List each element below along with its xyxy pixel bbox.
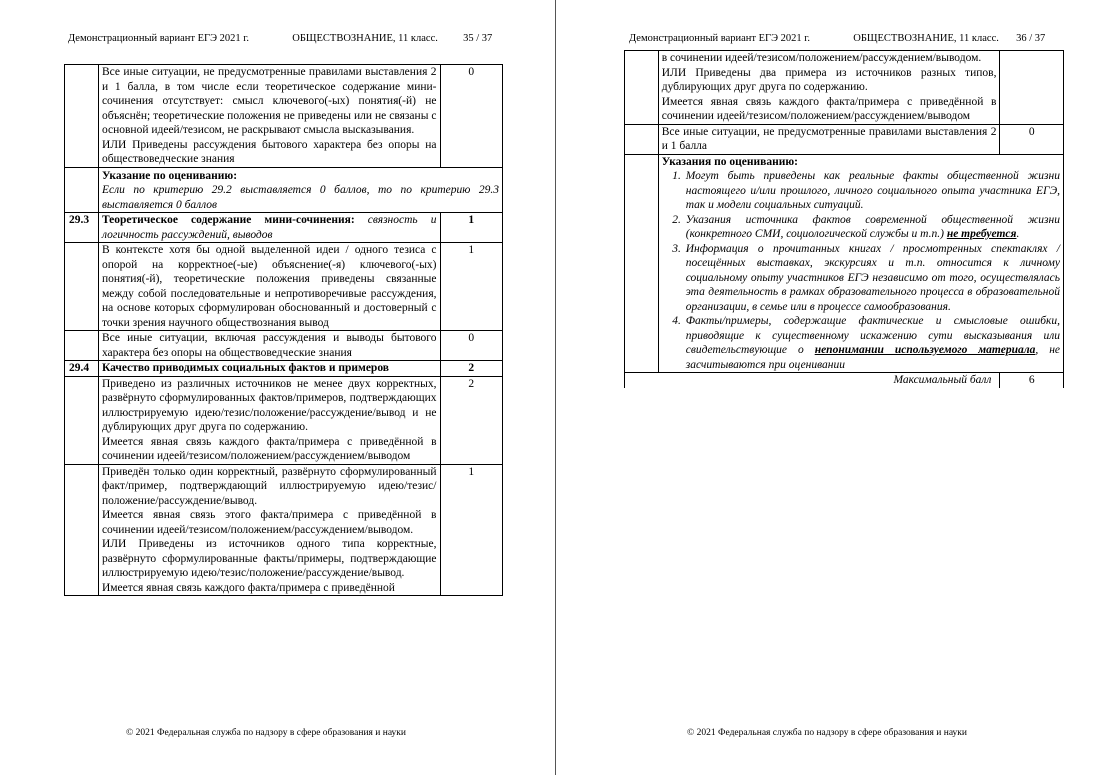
note-list — [662, 169, 1060, 372]
page-36 — [556, 0, 1110, 775]
table-row — [65, 464, 503, 596]
row-text: в сочинении идеей/тезисом/положением/рассуждением/выводом. — [661, 52, 982, 64]
row-text: Все иные ситуации, не предусмотренные правилами выставления 2 и 1 балла — [658, 124, 1000, 154]
row-text: Все иные ситуации, включая рассуждения и выводы бытового характера без опоры на обществоведческие знания — [98, 331, 440, 361]
row-text: Имеется явная связь каждого факта/примера с приведённой в сочинении идеей/тезисом/положением/рассуждением/выводом — [661, 95, 997, 122]
header-title: Демонстрационный вариант ЕГЭ 2021 г. — [629, 33, 811, 44]
score-cell: 1 — [440, 243, 503, 331]
row-text: Имеется явная связь этого факта/примера с приведённой в сочинении идеей/тезисом/положением/рассуждением/выводом. — [101, 509, 437, 536]
criteria-table — [624, 50, 1064, 388]
page-header — [629, 33, 1045, 44]
list-item: 2. Указания источника фактов современной общественной жизни (конкретного СМИ, социологической службы и т.п.) не требуется. — [684, 213, 1060, 242]
note-text: Если по критерию 29.2 выставляется 0 баллов, то по критерию 29.3 выставляется 0 баллов — [101, 184, 499, 211]
list-item: 3. Информация о прочитанных книгах / просмотренных спектаклях / посещённых выставках, экскурсиях и т.п. относится к личному социальному опыту участников ЕГЭ независимо от того, осуществлялась эта деятельность в рамках образовательного процесса в образовательной организации, в семье или в процессе самообразования. — [684, 242, 1060, 315]
max-score-value: 6 — [1000, 373, 1064, 388]
table-row — [65, 65, 503, 168]
row-text: Имеется явная связь каждого факта/примера с приведённой — [101, 581, 395, 594]
criterion-number: 29.3 — [65, 213, 99, 243]
criterion-row-29-3 — [65, 213, 503, 243]
note-title: Указания по оцениванию: — [661, 155, 798, 168]
criterion-max-score: 1 — [440, 213, 503, 243]
score-cell: 0 — [440, 65, 503, 168]
row-text: Приведено из различных источников не менее двух корректных, развёрнуто сформулированных фактов/примеров, подтверждающих иллюстрируемую идею/тезис/положение/рассуждение/вывод и не дублирующих друг друга по содержанию. — [101, 377, 437, 433]
row-text: ИЛИ Приведены рассуждения бытового характера без опоры на обществоведческие знания — [101, 138, 437, 165]
row-text: Приведён только один корректный, развёрнуто сформулированный факт/пример, подтверждающий иллюстрируемую идею/тезис/положение/рассуждение/вывод. — [101, 465, 437, 507]
emphasis: непонимании используемого материала — [814, 344, 1036, 356]
table-row — [65, 167, 503, 213]
table-row — [625, 124, 1064, 154]
row-text: ИЛИ Приведены два примера из источников разных типов, дублирующих друг друга по содержанию. — [661, 66, 997, 93]
score-cell: 0 — [1000, 124, 1064, 154]
score-cell: 1 — [440, 464, 503, 596]
table-row — [625, 154, 1064, 373]
criterion-max-score: 2 — [440, 361, 503, 377]
note-title: Указание по оцениванию: — [101, 169, 238, 182]
page-footer: © 2021 Федеральная служба по надзору в сфере образования и науки — [126, 728, 407, 738]
criterion-row-29-4 — [65, 361, 503, 377]
header-subject: ОБЩЕСТВОЗНАНИЕ, 11 класс. — [292, 33, 438, 44]
page-footer: © 2021 Федеральная служба по надзору в сфере образования и науки — [687, 728, 968, 738]
table-row — [65, 376, 503, 464]
table-row — [625, 51, 1064, 125]
criterion-number: 29.4 — [65, 361, 99, 377]
criterion-title: Качество приводимых социальных фактов и примеров — [98, 361, 440, 377]
max-score-label: Максимальный балл — [658, 373, 1000, 388]
criterion-subtitle: связность и логичность рассуждений, выводов — [101, 214, 437, 241]
page-header — [68, 33, 492, 44]
row-text: Все иные ситуации, не предусмотренные правилами выставления 2 и 1 балла, в том числе если теоретическое содержание мини-сочинения отсутствует: смысл ключевого(-ых) понятия(-й) не объяснён; теоретические положения не приведены или не связаны с основной идеей/тезисом, не раскрывают смысла высказывания. — [101, 66, 437, 136]
score-cell: 2 — [440, 376, 503, 464]
list-item: 4. Факты/примеры, содержащие фактические и смысловые ошибки, приводящие к существенному искажению сути высказывания или свидетельствующие о непонимании используемого материала, не засчитываются при оценивании — [684, 314, 1060, 372]
row-text: В контексте хотя бы одной выделенной идеи / одного тезиса с опорой на корректное(-ые) объяснение(-я) ключевого(-ых) понятия(-й), теоретические положения приведены связанные между собой последовательные и непротиворечивые рассуждения, на основе которых сформулирован обоснованный и достоверный с точки зрения научного обществознания вывод — [98, 243, 440, 331]
header-page-number: 35 / 37 — [463, 33, 493, 44]
header-title: Демонстрационный вариант ЕГЭ 2021 г. — [68, 33, 250, 44]
header-subject: ОБЩЕСТВОЗНАНИЕ, 11 класс. — [853, 33, 999, 44]
table-row — [65, 243, 503, 331]
table-row — [65, 331, 503, 361]
list-item: 1. Могут быть приведены как реальные факты общественной жизни настоящего и/или прошлого, личного социального опыта участника ЕГЭ, так и модели социальных ситуаций. — [684, 169, 1060, 213]
header-page-number: 36 / 37 — [1016, 33, 1046, 44]
score-cell: 0 — [440, 331, 503, 361]
emphasis: не требуется — [946, 228, 1017, 240]
max-score-row — [625, 373, 1064, 388]
criteria-table — [64, 64, 503, 596]
row-text: Имеется явная связь каждого факта/примера с приведённой в сочинении идеей/тезисом/положением/рассуждением/выводом — [101, 435, 437, 462]
criterion-title: Теоретическое содержание мини-сочинения: — [101, 214, 355, 226]
row-text: ИЛИ Приведены из источников одного типа корректные, развёрнуто сформулированные факты/примеры, подтверждающие иллюстрируемую идею/тезис/положение/рассуждение/вывод. — [101, 538, 437, 579]
